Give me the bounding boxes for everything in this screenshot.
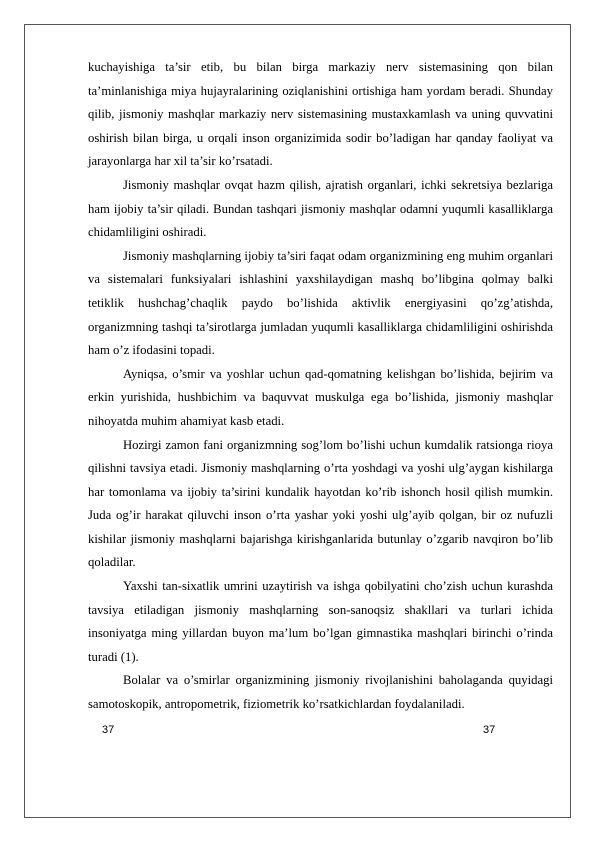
paragraph-2: Jismoniy mashqlar ovqat hazm qilish, ajratish organlari, ichki sekretsiya bezlariga ham ijobiy ta’sir qiladi. Bundan tashqari jismoniy mashqlar odamni yuqumli kasalliklarga chidamliligini oshiradi. bbox=[88, 177, 553, 240]
paragraph-4: Ayniqsa, o’smir va yoshlar uchun qad-qomatning kelishgan bo’lishida, bejirim va erkin yurishida, hushbichim va baquvvat muskulga ega bo’lishida, jismoniy mashqlar nihoyatda muhim ahamiyat kasb etadi. bbox=[88, 366, 553, 428]
paragraph-6: Yaxshi tan-sixatlik umrini uzaytirish va ishga qobilyatini cho’zish uchun kurashda tavsiya etiladigan jismoniy mashqlarning son-sanoqsiz shakllari va turlari ichida insoniyatga ming yillardan buyon ma’lum bo’lgan gimnastika mashqlari birinchi o’rinda turadi (1). bbox=[88, 579, 553, 664]
page-number-left: 37 bbox=[102, 724, 115, 736]
paragraph-3: Jismoniy mashqlarning ijobiy ta’siri faqat odam organizmining eng muhim organlari va sistemalari funksiyalari ishlashini yaxshilaydigan mashq bo’libgina qolmay balki tetiklik hushchag’chaqlik paydo bo’lishida aktivlik energiyasini qo’zg’atishda, organizmning tashqi ta’sirotlarga jumladan yuqumli kasalliklarga chidamliligini oshirishda ham o’z ifodasini topadi. bbox=[88, 248, 553, 358]
paragraph-7: Bolalar va o’smirlar organizmining jismoniy rivojlanishini baholaganda quyidagi samotoskopik, antropometrik, fiziometrik ko’rsatkichlardan foydalaniladi. bbox=[88, 673, 553, 712]
page-number-right: 37 bbox=[483, 724, 496, 736]
document-body bbox=[88, 56, 553, 717]
paragraph-5: Hozirgi zamon fani organizmning sog’lom bo’lishi uchun kumdalik ratsionga rioya qilishni tavsiya etadi. Jismoniy mashqlarning o’rta yoshdagi va yoshi ulg’aygan kishilarga har tomonlama va ijobiy ta’sirini kundalik hayotdan ko’rib ishonch hosil qilish mumkin. Juda og’ir harakat qiluvchi inson o’rta yashar yoki yoshi ulg’ayib qolgan, bir oz nufuzli kishilar jismoniy mashqlarni bajarishga kirishganlarida butunlay o’zgarib navqiron bo’lib qoladilar. bbox=[88, 437, 553, 570]
paragraph-1: kuchayishiga ta’sir etib, bu bilan birga markaziy nerv sistemasining qon bilan ta’minlanishiga miya hujayralarining oziqlanishini ortishiga ham yordam beradi. Shunday qilib, jismoniy mashqlar markaziy nerv sistemasining mustaxkamlash va uning quvvatini oshirish bilan birga, u orqali inson organizimida sodir bo’ladigan har qanday faoliyat va jarayonlarga har xil ta’sir ko’rsatadi. bbox=[88, 60, 553, 169]
